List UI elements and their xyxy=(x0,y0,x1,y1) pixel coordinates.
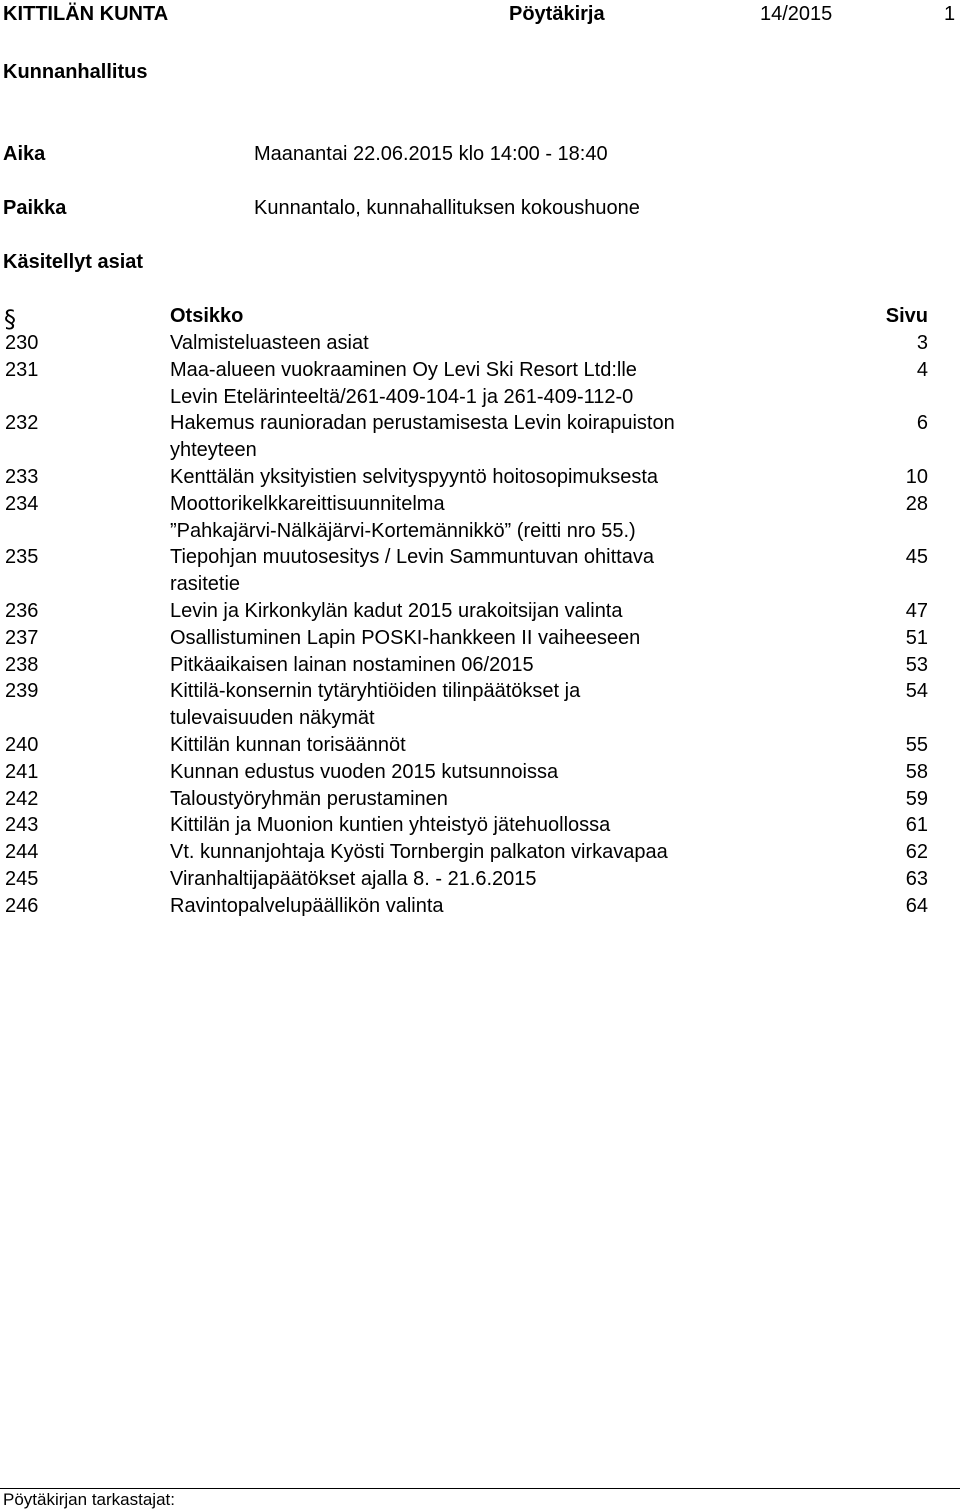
agenda-item-title-line: Viranhaltijapäätökset ajalla 8. - 21.6.2015 xyxy=(170,868,537,890)
agenda-item-title-line: Ravintopalvelupäällikön valinta xyxy=(170,894,444,917)
agenda-item-page: 47 xyxy=(905,600,928,622)
section-mark-icon xyxy=(4,307,24,331)
agenda-item-title-line: yhteyteen xyxy=(170,439,257,462)
agenda-item-number: 238 xyxy=(5,653,39,676)
place-value: Kunnantalo, kunnahallituksen kokoushuone xyxy=(254,197,640,219)
agenda-item-number: 234 xyxy=(5,492,39,515)
place-label: Paikka xyxy=(3,197,67,219)
agenda-item-title-line: Maa-alueen vuokraaminen Oy Levi Ski Resort Ltd:lle xyxy=(170,358,637,381)
svg-text:§: § xyxy=(4,307,16,331)
agenda-item-title xyxy=(170,652,790,679)
organization-name: KITTILÄN KUNTA xyxy=(3,3,169,25)
agenda-item-title-line: Taloustyöryhmän perustaminen xyxy=(170,787,448,810)
agenda-item-title-line: Kenttälän yksityistien selvityspyyntö hoitosopimuksesta xyxy=(170,466,659,488)
agenda-item-title xyxy=(170,866,790,893)
agenda-item-title-line: ”Pahkajärvi-Nälkäjärvi-Kortemännikkö” (reitti nro 55.) xyxy=(170,519,636,542)
footer-divider xyxy=(0,1488,960,1489)
agenda-item-page: 45 xyxy=(905,546,928,569)
agenda-item-page: 62 xyxy=(905,841,928,864)
agenda-item-title xyxy=(170,357,790,411)
agenda-item-title xyxy=(170,330,790,357)
agenda-item-number: 242 xyxy=(5,787,39,810)
agenda-item-page: 3 xyxy=(916,332,928,354)
agenda-item-page: 51 xyxy=(905,626,928,649)
agenda-item-title xyxy=(170,544,790,598)
agenda-item-number: 239 xyxy=(5,680,39,703)
agenda-item-title xyxy=(170,410,790,464)
agenda-item-page: 55 xyxy=(905,734,928,756)
time-label: Aika xyxy=(3,143,46,165)
agenda-item-title-line: Pitkäaikaisen lainan nostaminen 06/2015 xyxy=(170,653,534,676)
agenda-item-number: 235 xyxy=(5,546,39,569)
agenda-item-page: 63 xyxy=(905,868,928,890)
agenda-item-page: 59 xyxy=(905,787,928,810)
agenda-item-title-line: Valmisteluasteen asiat xyxy=(170,332,369,354)
agenda-item-title xyxy=(170,759,790,786)
agenda-item-page: 61 xyxy=(905,814,928,837)
agenda-item-page: 6 xyxy=(916,412,928,435)
agenda-item-title-line: Moottorikelkkareittisuunnitelma xyxy=(170,492,445,515)
document-type: Pöytäkirja xyxy=(509,3,605,25)
agenda-item-number: 232 xyxy=(5,412,39,435)
agenda-item-title xyxy=(170,732,790,759)
agenda-item-page: 28 xyxy=(905,492,928,515)
agenda-item-title xyxy=(170,786,790,813)
agenda-item-title-line: Levin ja Kirkonkylän kadut 2015 urakoitsijan valinta xyxy=(170,600,623,622)
agenda-item-title xyxy=(170,839,790,866)
column-title-header: Otsikko xyxy=(170,305,244,327)
agenda-item-number: 243 xyxy=(5,814,39,837)
page-number: 1 xyxy=(944,3,956,25)
time-value: Maanantai 22.06.2015 klo 14:00 - 18:40 xyxy=(254,143,608,165)
agenda-item-number: 241 xyxy=(5,760,39,783)
agenda-item-title-line: Vt. kunnanjohtaja Kyösti Tornbergin palkaton virkavapaa xyxy=(170,841,668,864)
governing-body: Kunnanhallitus xyxy=(3,61,148,83)
agenda-item-page: 10 xyxy=(905,466,928,488)
agenda-item-title xyxy=(170,598,790,625)
agenda-item-title xyxy=(170,464,790,491)
agenda-item-title-line: Levin Etelärinteeltä/261-409-104-1 ja 261-409-112-0 xyxy=(170,385,634,408)
agenda-item-number: 236 xyxy=(5,600,39,622)
agenda-item-number: 246 xyxy=(5,894,39,917)
agenda-item-title xyxy=(170,812,790,839)
document-number: 14/2015 xyxy=(760,3,833,25)
agenda-item-number: 244 xyxy=(5,841,39,864)
agenda-item-number: 240 xyxy=(5,734,39,756)
agenda-item-title-line: rasitetie xyxy=(170,573,241,596)
agenda-heading: Käsitellyt asiat xyxy=(3,251,144,273)
agenda-item-page: 58 xyxy=(905,760,928,783)
agenda-item-title-line: Tiepohjan muutosesitys / Levin Sammuntuvan ohittava xyxy=(170,546,654,569)
agenda-item-number: 230 xyxy=(5,332,39,354)
agenda-item-title xyxy=(170,893,790,920)
agenda-item-page: 4 xyxy=(916,358,928,381)
footer-label: Pöytäkirjan tarkastajat: xyxy=(3,1490,175,1509)
column-page-header: Sivu xyxy=(885,305,928,327)
agenda-item-page: 64 xyxy=(905,894,928,917)
agenda-item-title-line: Hakemus raunioradan perustamisesta Levin koirapuiston xyxy=(170,412,675,435)
agenda-item-number: 237 xyxy=(5,626,39,649)
agenda-item-page: 53 xyxy=(905,653,928,676)
agenda-item-title xyxy=(170,491,790,545)
agenda-item-page: 54 xyxy=(905,680,928,703)
agenda-item-title-line: Kittilän ja Muonion kuntien yhteistyö jätehuollossa xyxy=(170,814,611,837)
agenda-item-number: 233 xyxy=(5,466,39,488)
agenda-item-title-line: Kittilä-konsernin tytäryhtiöiden tilinpäätökset ja xyxy=(170,680,581,703)
agenda-item-title-line: Kittilän kunnan torisäännöt xyxy=(170,734,406,756)
agenda-item-title-line: tulevaisuuden näkymät xyxy=(170,707,375,730)
agenda-item-title xyxy=(170,678,790,732)
agenda-item-title-line: Osallistuminen Lapin POSKI-hankkeen II vaiheeseen xyxy=(170,626,641,649)
agenda-item-title-line: Kunnan edustus vuoden 2015 kutsunnoissa xyxy=(170,760,559,783)
agenda-item-title xyxy=(170,625,790,652)
agenda-item-number: 231 xyxy=(5,358,39,381)
agenda-item-number: 245 xyxy=(5,868,39,890)
